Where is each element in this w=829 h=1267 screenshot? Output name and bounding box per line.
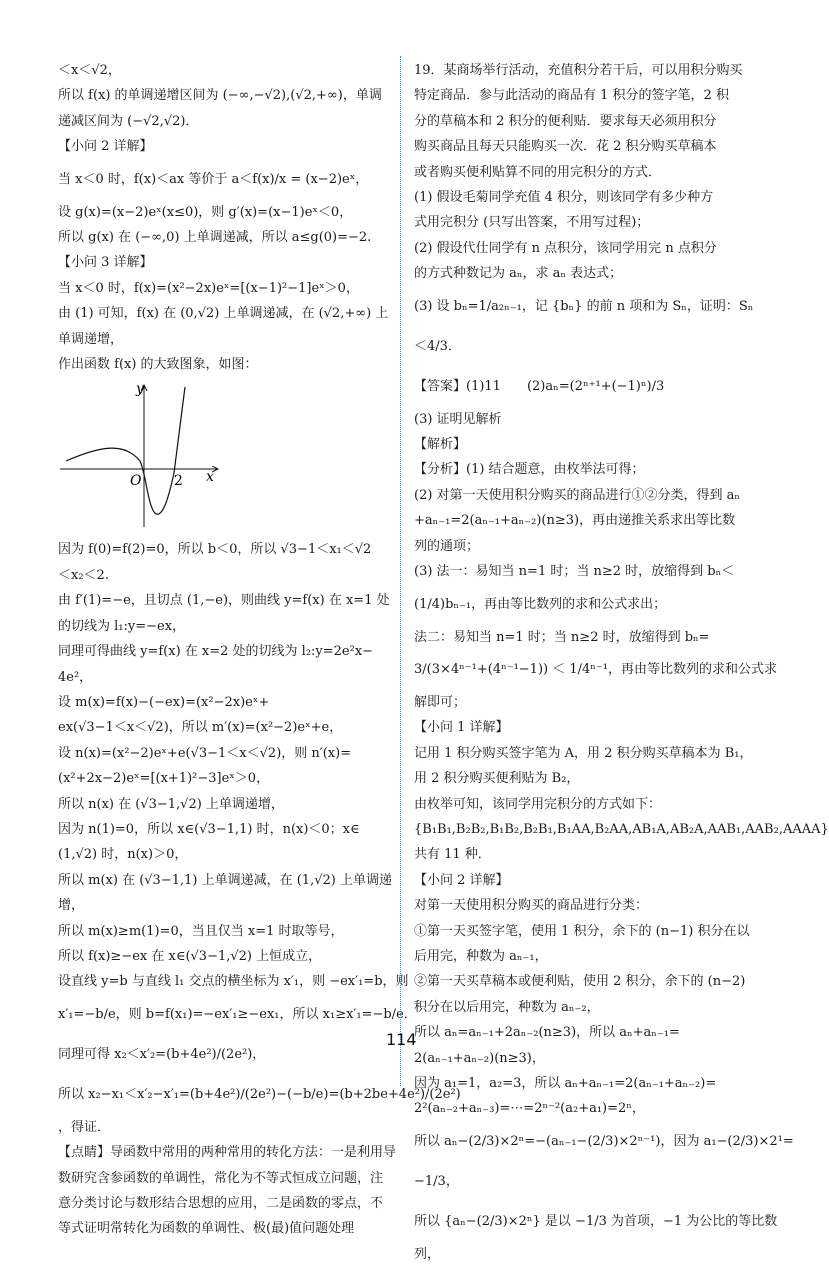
text-line: (1) 假设毛菊同学充值 4 积分，则该同学有多少种方 — [414, 190, 714, 206]
column-divider — [400, 56, 401, 1086]
text-line: (3) 设 bₙ=1/a₂ₙ₋₁，记 {bₙ} 的前 n 项和为 Sₙ，证明：Sₙ — [414, 298, 754, 314]
text-line: (1,√2) 时，n(x)＞0， — [58, 847, 188, 863]
text-line: 等式证明常转化为函数的单调性、极(最)值问题处理 — [58, 1221, 355, 1237]
text-line: 所以 m(x)≥m(1)=0，当且仅当 x=1 时取等号， — [58, 923, 344, 939]
text-line: 由枚举可知，该同学用完积分的方式如下： — [414, 796, 662, 812]
text-line: 所以 m(x) 在 (√3−1,1) 上单调递减，在 (1,√2) 上单调递 — [58, 872, 392, 888]
text-line: ＜x₂＜2. — [58, 567, 109, 583]
text-line: 因为 a₁=1，a₂=3，所以 aₙ+aₙ₋₁=2(aₙ₋₁+aₙ₋₂)= — [414, 1076, 717, 1091]
text-line: (2) 对第一天使用积分购买的商品进行①②分类，得到 aₙ — [414, 487, 741, 503]
text-line: 分的草稿本和 2 积分的便利贴．要求每天必须用积分 — [414, 113, 717, 129]
text-line: 积分在以后用完，种数为 aₙ₋₂， — [414, 999, 600, 1015]
section-heading: 【小问 3 详解】 — [58, 255, 153, 271]
text-line: 设直线 y=b 与直线 l₁ 交点的横坐标为 x′₁，则 −ex′₁=b，则 — [58, 974, 409, 990]
text-line: −1/3， — [414, 1173, 459, 1189]
text-line: 数研究含参函数的单调性，常化为不等式恒成立问题，注 — [58, 1170, 384, 1186]
text-line: 所以 n(x) 在 (√3−1,√2) 上单调递增， — [58, 796, 284, 812]
section-heading: 【小问 1 详解】 — [414, 720, 509, 736]
text-line: ①第一天买签字笔，使用 1 积分，余下的 (n−1) 积分在以 — [414, 923, 750, 939]
text-line: 解即可； — [414, 694, 467, 710]
text-line: x′₁=−b/e，则 b=f(x₁)=−ex′₁≥−ex₁，所以 x₁≥x′₁=−b/e． — [58, 1006, 417, 1022]
text-line: 作出函数 f(x) 的大致图象，如图： — [58, 357, 258, 373]
text-line: 所以 {aₙ−(2/3)×2ⁿ} 是以 −1/3 为首项，−1 为公比的等比数 — [414, 1213, 778, 1229]
x-axis-label: x — [206, 469, 214, 486]
text-line: 【分析】(1) 结合题意，由枚举法可得； — [414, 462, 645, 478]
question-19-stem: 19．某商场举行活动，充值积分若干后，可以用积分购买 — [414, 63, 743, 78]
text-line: 所以 g(x) 在 (−∞,0) 上单调递减，所以 a≤g(0)=−2. — [58, 230, 372, 246]
text-line: 的切线为 l₁:y=−ex， — [58, 618, 186, 634]
text-line: (x²+2x−2)eˣ=[(x+1)²−3]eˣ＞0， — [58, 771, 270, 787]
text-line: ex(√3−1＜x＜√2)，所以 m′(x)=(x²−2)eˣ+e， — [58, 720, 343, 736]
text-line: 或者购买便利贴算不同的用完积分的方式． — [414, 164, 662, 180]
tip-heading: 【点睛】导函数中常用的两种常用的转化方法：一是利用导 — [58, 1145, 397, 1161]
text-line: 设 m(x)=f(x)−(−ex)=(x²−2x)eˣ+ — [58, 694, 270, 710]
text-line: 因为 f(0)=f(2)=0，所以 b＜0，所以 √3−1＜x₁＜√2 — [58, 542, 372, 558]
text-line: 列的通项； — [414, 538, 480, 554]
text-line: 因为 n(1)=0，所以 x∈(√3−1,1) 时，n(x)＜0；x∈ — [58, 821, 360, 837]
text-line: ＜x＜√2， — [58, 63, 121, 78]
text-line: 意分类讨论与数形结合思想的应用，二是函数的零点，不 — [58, 1196, 384, 1211]
text-line: ，得证． — [58, 1119, 111, 1135]
text-line: 特定商品．参与此活动的商品有 1 积分的签字笔，2 积 — [414, 88, 729, 104]
text-line: 共有 11 种． — [414, 847, 491, 863]
text-line: ②第一天买草稿本或便利贴，使用 2 积分，余下的 (n−2) — [414, 974, 746, 990]
section-heading: 【小问 2 详解】 — [58, 139, 153, 155]
text-line: {B₁B₁,B₂B₂,B₁B₂,B₂B₁,B₁AA,B₂AA,AB₁A,AB₂A,AAB₁,AAB₂,AAAA} — [414, 821, 829, 837]
text-line: 4e²， — [58, 669, 93, 685]
text-line: 对第一天使用积分购买的商品进行分类： — [414, 898, 649, 914]
text-line: 所以 f(x)≥−ex 在 x∈(√3−1,√2) 上恒成立， — [58, 948, 322, 964]
text-line: 由 f′(1)=−e，且切点 (1,−e)，则曲线 y=f(x) 在 x=1 处 — [58, 593, 390, 609]
text-line: 设 n(x)=(x²−2)eˣ+e(√3−1＜x＜√2)，则 n′(x)= — [58, 745, 352, 761]
text-line: 式用完积分 (只写出答案，不用写过程)； — [414, 215, 650, 231]
text-line: (3) 法一：易知当 n=1 时；当 n≥2 时，放缩得到 bₙ＜ — [414, 564, 735, 580]
right-column — [414, 58, 829, 1267]
text-line: 法二：易知当 n=1 时；当 n≥2 时，放缩得到 bₙ= — [414, 629, 710, 645]
text-line: (2) 假设代仕同学有 n 点积分，该同学用完 n 点积分 — [414, 240, 717, 256]
section-heading: 【解析】 — [414, 437, 467, 453]
text-line: 列， — [414, 1246, 441, 1262]
text-line: 增， — [58, 898, 85, 914]
page-number: 114 — [386, 1030, 417, 1049]
text-line: 当 x＜0 时，f(x)=(x²−2x)eˣ=[(x−1)²−1]eˣ＞0， — [58, 280, 359, 296]
text-line: 同理可得曲线 y=f(x) 在 x=2 处的切线为 l₂:y=2e²x− — [58, 644, 374, 660]
text-line: 所以 x₂−x₁＜x′₂−x′₁=(b+4e²)/(2e²)−(−b/e)=(b+2be+4e²)/(2e²) — [58, 1086, 461, 1102]
text-line: 的方式种数记为 aₙ，求 aₙ 表达式； — [414, 266, 623, 282]
function-graph — [58, 381, 394, 531]
text-line: (3) 证明见解析 — [414, 411, 502, 427]
curve-f — [66, 387, 185, 514]
text-line: +aₙ₋₁=2(aₙ₋₁+aₙ₋₂)(n≥3)，再由递推关系求出等比数 — [414, 513, 736, 529]
text-line: 当 x＜0 时，f(x)＜ax 等价于 a＜f(x)/x = (x−2)eˣ， — [58, 171, 369, 187]
text-line: 单调递增， — [58, 331, 124, 347]
text-line: 所以 aₙ−(2/3)×2ⁿ=−(aₙ₋₁−(2/3)×2ⁿ⁻¹)，因为 a₁−(2/3)×2¹= — [414, 1133, 794, 1149]
text-line: 递减区间为 (−√2,√2)． — [58, 113, 199, 129]
y-axis-label: y — [136, 381, 144, 398]
origin-label: O — [130, 473, 142, 490]
text-line: 购买商品且每天只能购买一次．花 2 积分购买草稿本 — [414, 139, 717, 155]
text-line: 所以 aₙ=aₙ₋₁+2aₙ₋₂(n≥3)，所以 aₙ+aₙ₋₁= — [414, 1025, 680, 1041]
left-text-part1 — [58, 58, 394, 377]
tick-label-2: 2 — [174, 473, 183, 490]
answer-line: 【答案】(1)11 (2)aₙ=(2ⁿ⁺¹+(−1)ⁿ)/3 — [414, 378, 665, 394]
text-line: 用 2 积分购买便利贴为 B₂， — [414, 771, 580, 787]
text-line: (1/4)bₙ₋₁，再由等比数列的求和公式求出； — [414, 596, 667, 612]
text-line: 2(aₙ₋₁+aₙ₋₂)(n≥3)， — [414, 1050, 545, 1066]
text-line: 记用 1 积分购买签字笔为 A，用 2 积分购买草稿本为 B₁， — [414, 745, 753, 761]
text-line: ＜4/3． — [414, 338, 461, 354]
section-heading: 【小问 2 详解】 — [414, 872, 509, 888]
text-line: 同理可得 x₂＜x′₂=(b+4e²)/(2e²)， — [58, 1046, 266, 1062]
text-line: 3/(3×4ⁿ⁻¹+(4ⁿ⁻¹−1)) ＜ 1/4ⁿ⁻¹，再由等比数列的求和公式求 — [414, 661, 777, 677]
text-line: 由 (1) 可知，f(x) 在 (0,√2) 上单调递减，在 (√2,+∞) 上 — [58, 306, 389, 322]
text-line: 2²(aₙ₋₂+aₙ₋₃)=⋯=2ⁿ⁻²(a₂+a₁)=2ⁿ， — [414, 1101, 645, 1117]
text-line: 后用完，种数为 aₙ₋₁， — [414, 948, 548, 964]
text-line: 设 g(x)=(x−2)eˣ(x≤0)，则 g′(x)=(x−1)eˣ＜0， — [58, 204, 353, 220]
text-line: 所以 f(x) 的单调递增区间为 (−∞,−√2),(√2,+∞)，单调 — [58, 88, 382, 104]
